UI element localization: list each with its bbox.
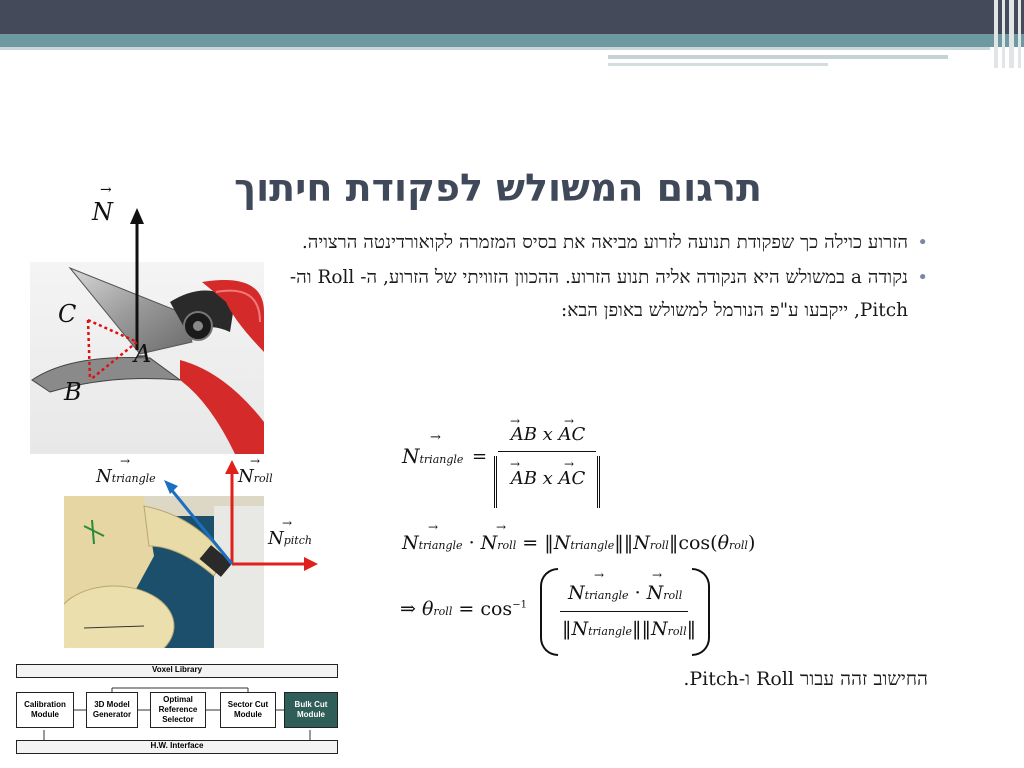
vector-arrow-icon: →	[594, 568, 605, 582]
label-n-pitch-symbol: N	[268, 528, 284, 549]
eq3-subscript: roll	[667, 625, 687, 638]
label-n-roll	[238, 454, 273, 487]
triangle-dotted-edge	[88, 320, 90, 380]
eq2-subscript: roll	[729, 539, 748, 552]
voxel-library-bar: Voxel Library	[16, 664, 338, 678]
label-a: A	[134, 340, 152, 368]
fraction-bar	[560, 611, 688, 612]
eq3-subscript: roll	[433, 605, 453, 618]
reference-selector-box: Optimal Reference Selector	[150, 692, 206, 728]
vector-arrow-icon: →	[564, 414, 575, 428]
vector-arrow-icon: →	[510, 457, 521, 471]
eq2-symbol: N	[553, 532, 571, 554]
vector-arrow-icon: →	[510, 414, 521, 428]
eq2-function: cos	[678, 532, 711, 554]
label-n	[92, 182, 113, 226]
system-flow-diagram	[14, 664, 340, 754]
vector-arrow-icon: →	[120, 454, 131, 468]
eq1-lhs-subscript: triangle	[419, 453, 464, 466]
eq1-lhs-symbol: N	[402, 444, 420, 468]
eq1-lhs	[402, 430, 464, 468]
eq1-denominator: AB x AC	[510, 468, 586, 489]
eq2-symbol: N	[480, 532, 498, 554]
eq3-denominator: ‖Ntriangle‖‖Nroll‖	[562, 618, 697, 640]
header-bar-dark	[0, 0, 1024, 34]
header-stripe	[1002, 0, 1005, 68]
eq3-symbol: N	[568, 582, 585, 604]
eq3-subscript: roll	[663, 589, 683, 602]
eq2-symbol: N	[633, 532, 650, 554]
fraction-bar	[498, 451, 596, 452]
vector-arrow-icon: →	[652, 568, 663, 582]
equation-normal	[402, 414, 602, 510]
bulk-cut-module-box: Bulk Cut Module	[284, 692, 338, 728]
eq3-subscript: triangle	[584, 589, 629, 602]
vector-arrow-icon: →	[430, 430, 441, 445]
label-n-roll-subscript: roll	[253, 472, 273, 485]
eq2-symbol: N	[402, 532, 419, 554]
label-n-roll-symbol: N	[238, 466, 254, 487]
slide-title: תרגום המשולש לפקודת חיתוך	[234, 166, 762, 210]
closing-note: החישוב זהה עבור Roll ו-Pitch.	[683, 668, 928, 690]
label-n-triangle-subscript: triangle	[111, 472, 156, 485]
header-rule-right	[608, 55, 948, 59]
eq3-superscript: −1	[512, 599, 527, 611]
label-n-pitch-subscript: pitch	[283, 534, 312, 547]
eq3-numerator: Ntriangle · Nroll	[568, 582, 683, 604]
normal-arrow-head-icon	[130, 208, 144, 224]
eq1-numerator: AB x AC	[510, 424, 586, 445]
vector-arrow-icon: →	[282, 516, 293, 530]
header-stripe	[1018, 0, 1021, 68]
eq2-subscript: triangle	[570, 539, 615, 552]
eq2-subscript: roll	[649, 539, 669, 552]
header-rule	[0, 47, 990, 50]
eq3-symbol: N	[651, 618, 668, 640]
label-n-triangle-symbol: N	[96, 466, 112, 487]
calibration-module-box: Calibration Module	[16, 692, 74, 728]
eq3-symbol: N	[646, 582, 664, 604]
label-b: B	[64, 378, 82, 406]
eq2-theta: θ	[717, 532, 730, 554]
bullet-text: נקודה a במשולש היא הנקודה אליה תנוע הזרוע. ההכוון הזוויתי של הזרוע, ה- Roll וה-Pitch, ייקבעו ע"פ הנורמל למשולש באופן הבא:	[289, 267, 908, 321]
eq3-symbol: N	[571, 618, 589, 640]
left-paren	[540, 568, 558, 656]
header-stripe	[994, 0, 998, 68]
bullet-list	[286, 226, 926, 329]
vector-arrow-icon: →	[564, 457, 575, 471]
right-paren	[692, 568, 710, 656]
vector-arrow-icon: →	[100, 182, 112, 198]
roll-arrow-head-icon	[225, 460, 239, 474]
pitch-arrow-head-icon	[304, 557, 318, 571]
eq3-lhs: ⇒ θroll = $\cos^{-1}$	[400, 598, 527, 620]
header-rule-right-short	[608, 63, 828, 66]
triangle-normal-arrow-line	[170, 488, 232, 564]
header-stripe	[1009, 0, 1014, 68]
model-generator-box: 3D Model Generator	[86, 692, 138, 728]
equation-dot-product	[402, 520, 792, 566]
header-bar-teal	[0, 34, 1024, 47]
label-n-pitch	[268, 516, 312, 549]
bullet-dot-icon: •	[917, 267, 928, 288]
triangle-normal-arrow-head-icon	[164, 480, 178, 494]
eq3-function: cos	[480, 598, 513, 620]
sector-cut-module-box: Sector Cut Module	[220, 692, 276, 728]
eq2-subscript: triangle	[418, 539, 463, 552]
hw-interface-bar: H.W. Interface	[16, 740, 338, 754]
eq3-subscript: triangle	[588, 625, 633, 638]
bullet-dot-icon: •	[917, 232, 928, 253]
bullet-item	[286, 226, 926, 259]
bullet-text: הזרוע כוילה כך שפקודת תנועה לזרוע מביאה את בסיס המזמרה לקואורדינטה הרצויה.	[301, 232, 908, 253]
eq2-subscript: roll	[497, 539, 517, 552]
eq2-expression: Ntriangle · Nroll = ‖Ntriangle‖‖Nroll‖cos(θroll)	[402, 532, 756, 554]
bullet-item	[286, 261, 926, 327]
label-c: C	[58, 300, 77, 328]
label-n-text: N	[92, 198, 113, 226]
vector-arrow-icon: →	[428, 520, 439, 534]
vector-arrow-icon: →	[250, 454, 261, 468]
equation-arccos	[400, 566, 720, 662]
eq3-theta: θ	[421, 598, 434, 620]
equals-sign: =	[472, 446, 488, 467]
label-n-triangle	[96, 454, 156, 487]
vector-arrow-icon: →	[496, 520, 507, 534]
triangle-dotted-edge	[88, 320, 137, 380]
